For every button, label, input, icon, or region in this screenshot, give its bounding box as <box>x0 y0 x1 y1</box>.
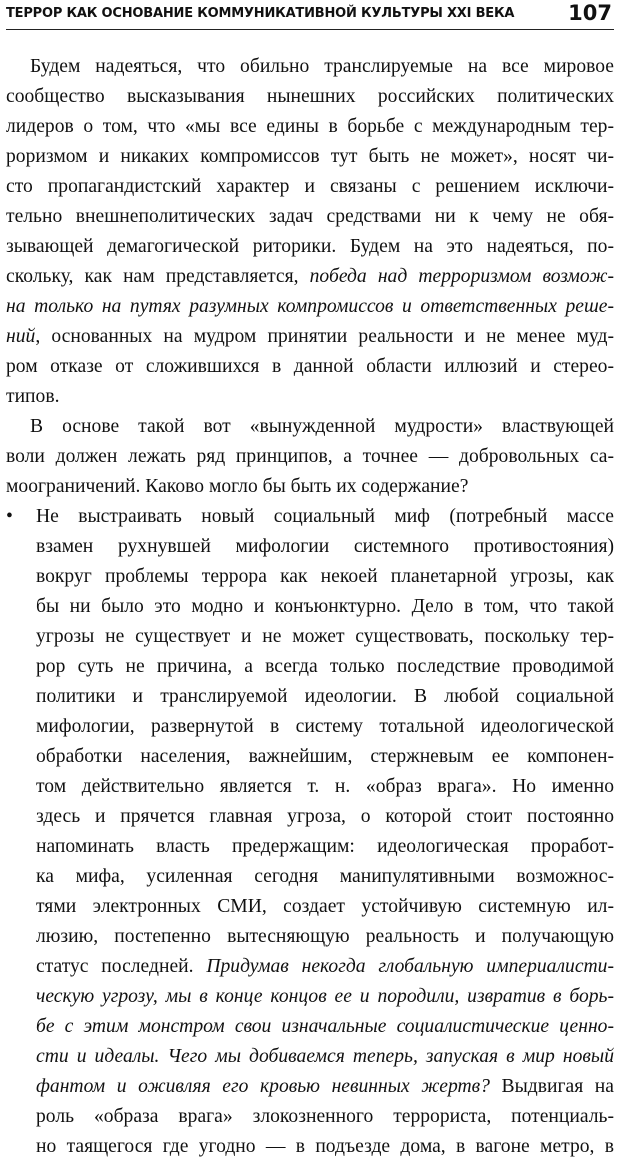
text-line <box>6 982 614 1012</box>
text-span: тельно внешнеполитических задач средствами ни к чему не обя- <box>6 206 614 227</box>
text-line <box>6 472 614 502</box>
text-line <box>6 892 614 922</box>
text-span: том действительно является т. н. «образ врага». Но именно <box>36 776 614 797</box>
text-line <box>6 322 614 352</box>
text-line <box>6 1012 614 1042</box>
text-span: сто пропагандистский характер и связаны с решением исключи- <box>6 176 614 197</box>
text-line <box>6 442 614 472</box>
text-span: взамен рухнувшей мифологии системного противостояния) <box>36 536 614 557</box>
text-span: тями электронных СМИ, создает устойчивую системную ил- <box>36 896 614 917</box>
text-line <box>6 802 614 832</box>
text-line <box>6 52 614 82</box>
text-line <box>6 82 614 112</box>
text-line <box>6 1102 614 1132</box>
text-span: сообщество высказывания нынешних российских политических <box>6 86 614 107</box>
text-span: В основе такой вот «вынужденной мудрости» властвующей <box>30 416 614 437</box>
text-line <box>6 622 614 652</box>
text-line <box>6 1042 614 1072</box>
text-span: зывающей демагогической риторики. Будем на это надеяться, по- <box>6 236 614 257</box>
text-line <box>6 382 614 412</box>
italic-span: бе с этим монстром свои изначальные социалистические ценно- <box>36 1016 614 1037</box>
text-span: лидеров о том, что «мы все едины в борьбе с международным тер- <box>6 116 614 137</box>
text-line <box>6 202 614 232</box>
bullet-marker: • <box>6 506 13 527</box>
text-span: роризмом и никаких компромиссов тут быть не может», носят чи- <box>6 146 614 167</box>
text-line <box>6 1132 614 1162</box>
italic-span: ний <box>6 326 36 347</box>
text-span: люзию, постепенно вытесняющую реальность и получающую <box>36 926 614 947</box>
text-span: мифологии, развернутой в систему тотальной идеологической <box>36 716 614 737</box>
text-span: но таящегося где угодно — в подъезде дома, в вагоне метро, в <box>36 1136 614 1157</box>
text-span: скольку, как нам представляется, <box>6 266 310 287</box>
text-line <box>6 742 614 772</box>
text-line <box>6 712 614 742</box>
text-line <box>6 502 614 532</box>
text-span: угрозы не существует и не может существовать, поскольку тер- <box>36 626 614 647</box>
text-line <box>6 922 614 952</box>
text-line <box>6 592 614 622</box>
text-line <box>6 292 614 322</box>
text-span: политики и транслируемой идеологии. В любой социальной <box>36 686 614 707</box>
text-span: ром отказе от сложившихся в данной области иллюзий и стерео- <box>6 356 614 377</box>
text-line <box>6 862 614 892</box>
text-line <box>6 232 614 262</box>
text-span: роль «образа врага» злокозненного террориста, потенциаль- <box>36 1106 614 1127</box>
text-span: обработки населения, важнейшим, стержневым ее компонен- <box>36 746 614 767</box>
text-line <box>6 652 614 682</box>
text-line <box>6 532 614 562</box>
text-line <box>6 682 614 712</box>
italic-span: победа над терроризмом возмож- <box>309 266 614 287</box>
text-span: напоминать власть предержащим: идеологическая проработ- <box>36 836 614 857</box>
text-line <box>6 952 614 982</box>
text-span: ка мифа, усиленная сегодня манипулятивными возможнос- <box>36 866 614 887</box>
text-span: воли должен лежать ряд принципов, а точнее — добровольных са- <box>6 446 614 467</box>
text-line <box>6 112 614 142</box>
text-span: типов. <box>6 386 60 407</box>
text-span: вокруг проблемы террора как некоей планетарной угрозы, как <box>36 566 614 587</box>
text-span: бы ни было это модно и конъюнктурно. Дело в том, что такой <box>36 596 614 617</box>
page-number: 107 <box>568 1 612 25</box>
text-span: здесь и прячется главная угроза, о которой стоит постоянно <box>36 806 614 827</box>
body-text <box>6 52 614 1162</box>
italic-span: сти и идеалы. Чего мы добиваемся теперь, запуская в мир новый <box>36 1046 614 1067</box>
italic-span: Придумав некогда глобальную империалисти- <box>206 956 614 977</box>
text-line <box>6 142 614 172</box>
header-rule <box>6 29 614 30</box>
text-line <box>6 352 614 382</box>
text-line <box>6 1072 614 1102</box>
text-line <box>6 412 614 442</box>
text-line <box>6 562 614 592</box>
text-span: статус последней. <box>36 956 207 977</box>
text-span: Не выстраивать новый социальный миф (потребный массе <box>36 506 614 527</box>
text-span: моограничений. Каково могло бы быть их содержание? <box>6 476 469 497</box>
text-span: рор суть не причина, а всегда только последствие проводимой <box>36 656 614 677</box>
text-span: Будем надеяться, что обильно транслируемые на все мировое <box>30 56 614 77</box>
text-span: , основанных на мудром принятии реальности и не менее муд- <box>35 326 614 347</box>
running-head <box>6 2 614 32</box>
italic-span: фантом и оживляя его кровью невинных жертв? <box>36 1076 490 1097</box>
text-line <box>6 172 614 202</box>
text-line <box>6 772 614 802</box>
italic-span: на только на путях разумных компромиссов и ответственных реше- <box>6 296 614 317</box>
text-line <box>6 262 614 292</box>
italic-span: ческую угрозу, мы в конце концов ее и породили, извратив в борь- <box>36 986 614 1007</box>
text-line <box>6 832 614 862</box>
running-title: ТЕРРОР КАК ОСНОВАНИЕ КОММУНИКАТИВНОЙ КУЛЬТУРЫ XXI ВЕКА <box>6 6 515 21</box>
text-span: Выдвигая на <box>489 1076 614 1097</box>
